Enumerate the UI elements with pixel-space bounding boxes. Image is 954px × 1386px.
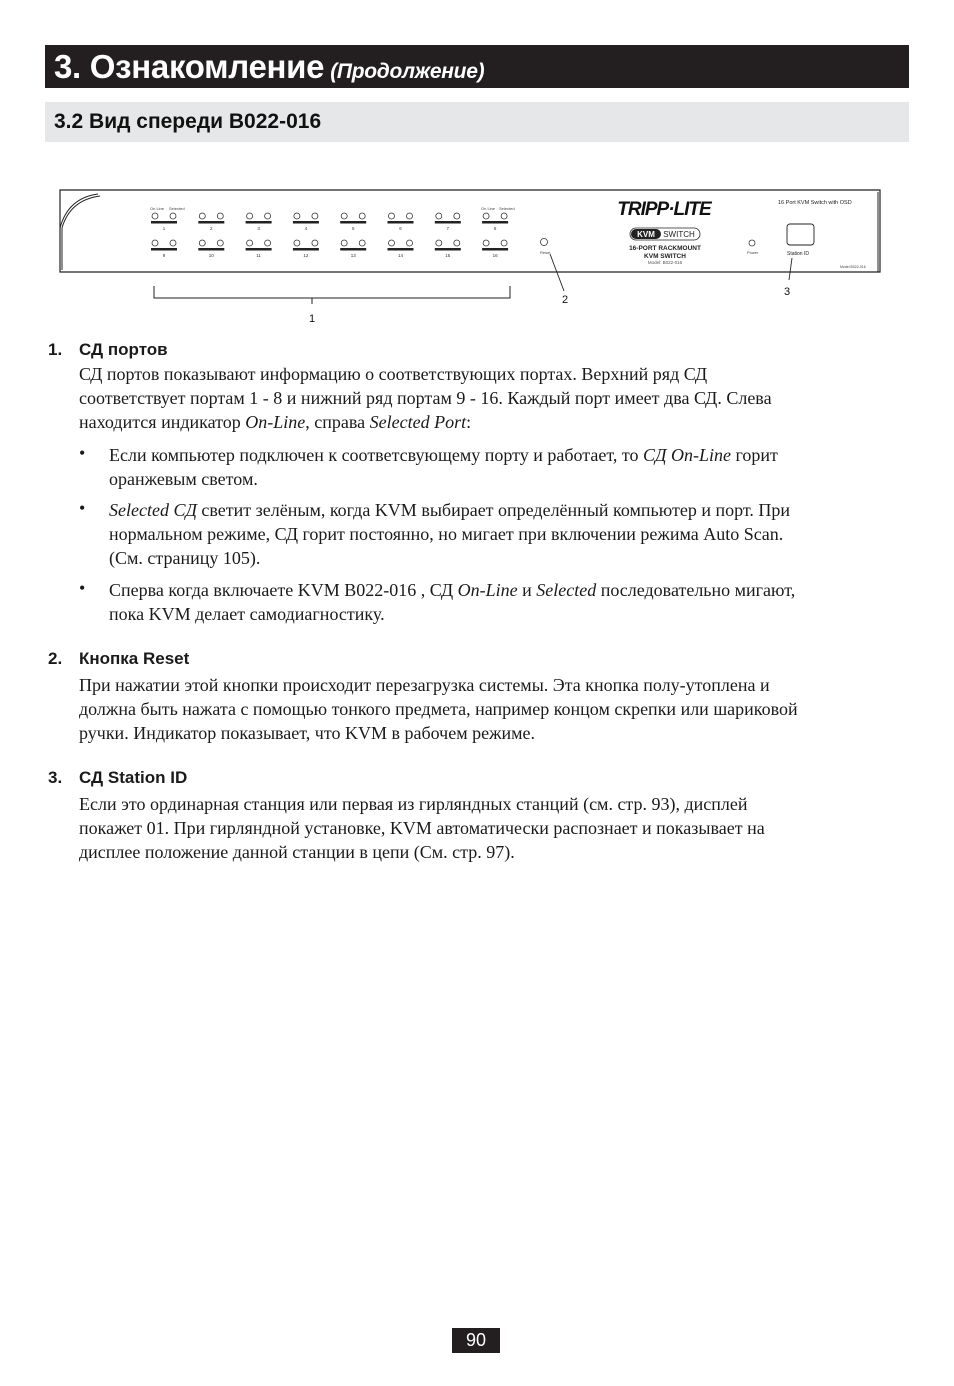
callout-3: 3	[784, 286, 791, 298]
selected-led	[217, 240, 223, 246]
selected-led	[312, 213, 318, 219]
led-bar	[482, 248, 508, 251]
bottom-port-13	[340, 240, 366, 258]
online-led	[152, 240, 158, 246]
selected-led	[454, 240, 460, 246]
item-2-heading: Кнопка Reset	[79, 649, 190, 668]
top-port-4	[293, 213, 319, 231]
top-port-2	[198, 213, 224, 231]
top-port-6	[388, 213, 414, 231]
item-3-line-1: Если это ординарная станция или первая из гирляндных станций (см. стр. 93), дисплей	[79, 794, 748, 814]
station-id-display	[787, 224, 814, 245]
led-bar	[293, 221, 319, 224]
online-led	[341, 240, 347, 246]
selected-led	[359, 240, 365, 246]
model-label: Model: B022-016	[647, 260, 683, 265]
bottom-port-14	[388, 240, 414, 258]
front-panel-diagram	[58, 188, 882, 328]
online-led	[199, 213, 205, 219]
online-led	[247, 213, 253, 219]
selected-led	[407, 213, 413, 219]
section-header	[45, 102, 909, 142]
item-1-line-2: соответствует портам 1 - 8 и нижний ряд портам 9 - 16. Каждый порт имеет два СД. Слева	[79, 388, 772, 408]
selected-led	[501, 240, 507, 246]
reset-label: Reset	[540, 250, 551, 255]
port-number-label: 14	[397, 253, 404, 258]
port-number-label: 2	[210, 226, 213, 231]
bullet-2-line-2: нормальном режиме, СД горит постоянно, но мигает при включении режима Auto Scan.	[109, 524, 784, 544]
port-number-label: 12	[303, 253, 309, 258]
online-led	[483, 240, 489, 246]
port-number-label: 6	[399, 226, 402, 231]
led-row-bottom	[151, 240, 508, 258]
item-2-line-3: ручки. Индикатор показывает, что KVM в рабочем режиме.	[79, 723, 536, 743]
selected-led	[265, 240, 271, 246]
bottom-port-11	[246, 240, 272, 258]
product-line2: KVM SWITCH	[644, 253, 686, 260]
led-bar	[198, 248, 224, 251]
switch-badge: SWITCH	[663, 230, 695, 239]
selected-led	[170, 240, 176, 246]
led-caption-selected: Selected	[169, 206, 185, 211]
item-3-heading: СД Station ID	[79, 768, 188, 787]
bullet-1-line-2: оранжевым светом.	[109, 469, 258, 489]
port-number-label: 7	[446, 226, 450, 231]
top-port-1	[151, 213, 177, 231]
item-1-line-3: находится индикатор On-Line, справа Selected Port:	[79, 412, 472, 432]
top-port-5	[340, 213, 366, 231]
chapter-header	[45, 45, 909, 88]
led-bar	[246, 248, 272, 251]
online-led	[199, 240, 205, 246]
online-led	[247, 240, 253, 246]
online-led	[389, 213, 395, 219]
bottom-port-10	[198, 240, 224, 258]
selected-led	[501, 213, 507, 219]
led-bar	[340, 221, 366, 224]
led-caption-online: On Line	[150, 206, 165, 211]
bullet-dot-2: •	[79, 498, 86, 518]
chapter-subtitle: (Продолжение)	[330, 60, 485, 83]
item-2-line-2: должна быть нажата с помощью тонкого предмета, например концом скрепки или шариковой	[79, 699, 798, 719]
led-bar	[246, 221, 272, 224]
callout-2: 2	[562, 294, 569, 306]
port-number-label: 4	[304, 226, 308, 231]
led-bar	[435, 221, 461, 224]
bullet-1-line-1: Если компьютер подключен к соответсвующему порту и работает, то СД On-Line горит	[109, 445, 778, 465]
power-label: Power	[747, 250, 759, 255]
selected-led	[359, 213, 365, 219]
port-number-label: 5	[351, 226, 355, 231]
port-number-label: 15	[445, 253, 451, 258]
bullet-2-line-3: (См. страницу 105).	[109, 548, 261, 568]
online-led	[294, 240, 300, 246]
port-number-label: 9	[162, 253, 166, 258]
port-number-label: 10	[208, 253, 214, 258]
bullet-3-line-2: пока KVM делает самодиагностику.	[109, 604, 385, 624]
tripp-lite-logo: TRIPP·LITE	[617, 199, 711, 220]
kvm-badge: KVM	[637, 230, 655, 239]
chapter-title: 3. Ознакомление (Продолжение)	[54, 48, 485, 85]
item-1-number: 1.	[48, 340, 63, 359]
top-port-7	[435, 213, 461, 231]
item-3-number: 3.	[48, 768, 63, 787]
power-led	[749, 240, 755, 246]
port-number-label: 1	[162, 226, 166, 231]
small-model-label: Model B022-016	[840, 265, 866, 269]
led-bar	[388, 221, 414, 224]
led-row-top	[151, 213, 508, 231]
item-1-line-1: СД портов показывают информацию о соответствующих портах. Верхний ряд СД	[79, 364, 708, 384]
led-bar	[388, 248, 414, 251]
bullet-dot-1: •	[79, 443, 86, 463]
selected-led	[217, 213, 223, 219]
led-bar	[151, 248, 177, 251]
online-led	[341, 213, 347, 219]
item-2-number: 2.	[48, 649, 63, 668]
led-bar	[293, 248, 319, 251]
station-id-label: Station ID	[787, 251, 809, 257]
item-3-line-3: дисплее положение данной станции в цепи (См. стр. 97).	[79, 842, 515, 862]
online-led	[436, 240, 442, 246]
bullet-2-line-1: Selected СД светит зелёным, когда KVM выбирает определённый компьютер и порт. При	[109, 500, 790, 520]
online-led	[436, 213, 442, 219]
selected-led	[170, 213, 176, 219]
port-number-label: 8	[493, 226, 497, 231]
item-2-line-1: При нажатии этой кнопки происходит перезагрузка системы. Эта кнопка полу-утоплена и	[79, 675, 770, 695]
selected-led	[407, 240, 413, 246]
led-bar	[435, 248, 461, 251]
online-led	[389, 240, 395, 246]
callout-1: 1	[309, 313, 316, 325]
online-led	[483, 213, 489, 219]
port-number-label: 16	[492, 253, 498, 258]
bottom-port-12	[293, 240, 319, 258]
section-title: 3.2 Вид спереди B022-016	[54, 110, 322, 133]
item-3-line-2: покажет 01. При гирляндной установке, KVM автоматически распознает и показывает на	[79, 818, 765, 838]
online-led	[294, 213, 300, 219]
led-bar	[482, 221, 508, 224]
bottom-port-16	[482, 240, 508, 258]
bottom-port-15	[435, 240, 461, 258]
selected-led	[265, 213, 271, 219]
port-number-label: 13	[350, 253, 356, 258]
port-number-label: 11	[256, 253, 261, 258]
selected-led	[454, 213, 460, 219]
led-bar	[340, 248, 366, 251]
port-number-label: 3	[257, 226, 260, 231]
bottom-port-9	[151, 240, 177, 258]
led-caption-selected-right: Selected	[499, 206, 515, 211]
top-port-3	[246, 213, 272, 231]
bullet-dot-3: •	[79, 578, 86, 598]
led-bar	[198, 221, 224, 224]
online-led	[152, 213, 158, 219]
led-bar	[151, 221, 177, 224]
product-line1: 16-PORT RACKMOUNT	[629, 245, 701, 252]
top-port-8	[482, 213, 508, 231]
bullet-3-line-1: Сперва когда включаете KVM B022-016 , СД On-Line и Selected последовательно мигают,	[109, 580, 796, 600]
selected-led	[312, 240, 318, 246]
page-number: 90	[452, 1328, 500, 1353]
led-caption-online-right: On Line	[481, 206, 496, 211]
item-1-heading: СД портов	[79, 340, 168, 359]
reset-button	[541, 239, 548, 246]
right-title: 16 Port KVM Switch with OSD	[778, 200, 852, 206]
